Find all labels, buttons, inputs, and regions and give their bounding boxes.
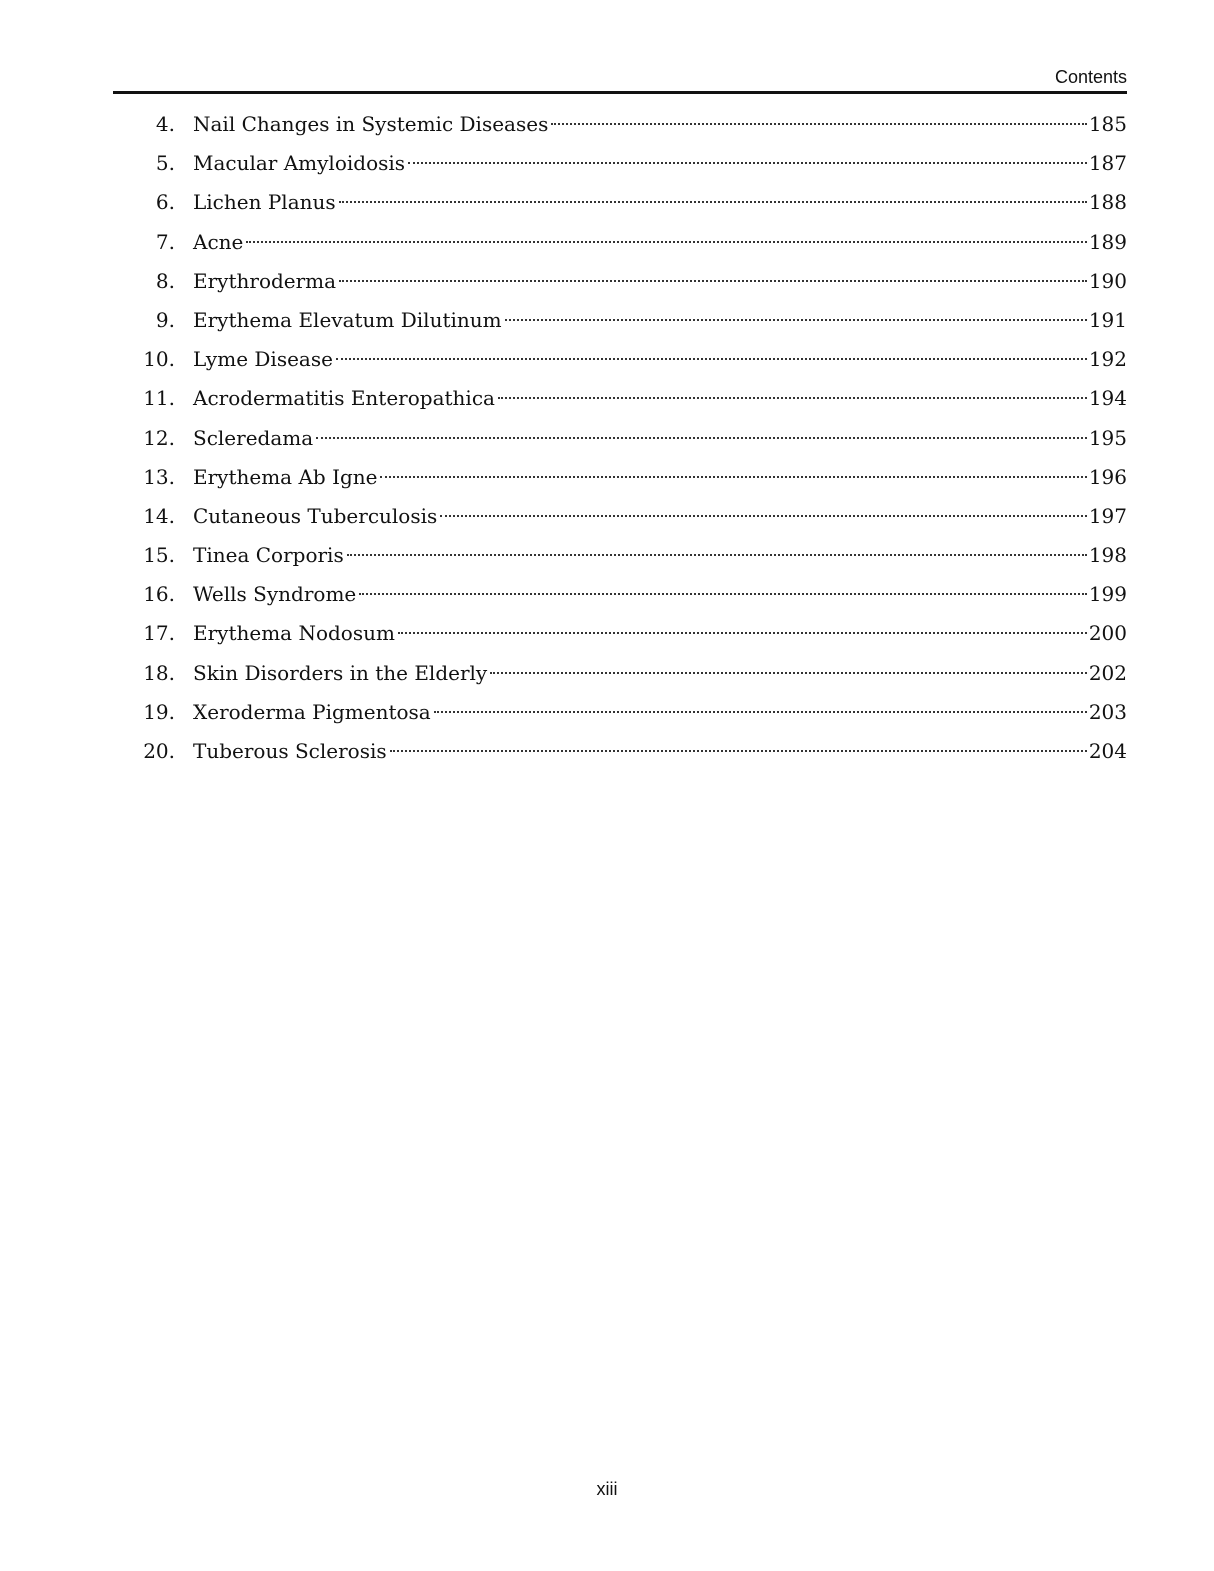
toc-entry-title: Lichen Planus [193,190,336,215]
dot-leader [498,397,1087,399]
toc-entry-title: Tinea Corporis [193,543,344,568]
dot-leader [390,750,1087,752]
dot-leader [440,515,1087,517]
toc-entry[interactable] [113,614,1127,653]
toc-entry[interactable] [113,497,1127,536]
page-number: xiii [596,1479,618,1499]
toc-entry-number: 6. [155,190,175,215]
toc-entry-title: Nail Changes in Systemic Diseases [193,112,549,136]
toc-entry[interactable] [113,223,1127,262]
toc-entry-number: 12. [143,425,175,450]
toc-entry-page: 191 [1088,307,1127,332]
toc-entry-title: Skin Disorders in the Elderly [193,660,488,685]
toc-entry[interactable] [113,340,1127,379]
dot-leader [339,280,1087,282]
toc-entry[interactable] [113,379,1127,418]
toc-entry-title: Acrodermatitis Enteropathica [193,386,495,411]
toc-entry[interactable] [113,419,1127,458]
toc-entry-number: 15. [143,543,175,568]
dot-leader [505,319,1087,321]
toc-entry[interactable] [113,693,1127,732]
toc-entry-page: 190 [1088,268,1127,293]
header-rule [113,91,1127,94]
toc-entry-number: 7. [155,229,175,254]
toc-entry-page: 203 [1088,699,1127,724]
dot-leader [398,632,1087,634]
toc-entry-page: 198 [1088,543,1127,568]
toc-entry-page: 185 [1088,112,1127,136]
toc-entry[interactable] [113,262,1127,301]
dot-leader [336,358,1087,360]
toc-entry-number: 16. [143,582,175,607]
toc-entry[interactable] [113,105,1127,144]
dot-leader [316,437,1087,439]
toc-entry-title: Erythema Elevatum Dilutinum [193,307,502,332]
toc-entry[interactable] [113,301,1127,340]
toc-entry-title: Cutaneous Tuberculosis [193,503,438,528]
dot-leader [339,201,1087,203]
toc-entry-number: 10. [143,347,175,372]
dot-leader [408,162,1087,164]
toc-entry[interactable] [113,144,1127,183]
toc-entry-number: 20. [143,739,175,763]
toc-entry-title: Lyme Disease [193,347,333,372]
toc-entry-title: Erythema Nodosum [193,621,395,646]
toc-entry-page: 189 [1088,229,1127,254]
toc-entry[interactable] [113,575,1127,614]
toc-entry[interactable] [113,536,1127,575]
dot-leader [434,711,1087,713]
toc-entry-number: 8. [155,268,175,293]
toc-entry[interactable] [113,732,1127,771]
toc-entry-page: 194 [1088,386,1127,411]
toc-entry-number: 17. [143,621,175,646]
toc-entry-title: Erythema Ab Igne [193,464,378,489]
toc-entry-title: Macular Amyloidosis [193,151,406,176]
toc-entry-number: 9. [155,307,175,332]
toc-entry-page: 187 [1088,151,1127,176]
toc-entry-title: Scleredama [193,425,314,450]
toc-entry-page: 200 [1088,621,1127,646]
toc-entry[interactable] [113,458,1127,497]
dot-leader [359,593,1087,595]
dot-leader [380,476,1086,478]
toc-entry-number: 14. [143,503,175,528]
toc-entry[interactable] [113,654,1127,693]
dot-leader [551,123,1086,125]
table-of-contents [113,105,1127,771]
dot-leader [347,554,1087,556]
toc-entry-number: 13. [143,464,175,489]
toc-entry[interactable] [113,183,1127,222]
toc-entry-title: Wells Syndrome [193,582,357,607]
toc-entry-page: 197 [1088,503,1127,528]
toc-entry-page: 204 [1088,739,1127,763]
toc-entry-page: 192 [1088,347,1127,372]
toc-entry-title: Erythroderma [193,268,337,293]
toc-entry-number: 4. [155,112,175,136]
running-header-title: Contents [1054,67,1127,87]
toc-entry-page: 199 [1088,582,1127,607]
toc-entry-page: 195 [1088,425,1127,450]
toc-entry-title: Tuberous Sclerosis [193,739,387,763]
toc-entry-number: 11. [143,386,175,411]
toc-entry-number: 18. [143,660,175,685]
toc-entry-page: 196 [1088,464,1127,489]
dot-leader [246,241,1086,243]
toc-entry-title: Acne [193,229,244,254]
dot-leader [490,672,1087,674]
toc-entry-number: 5. [155,151,175,176]
toc-entry-page: 188 [1088,190,1127,215]
toc-entry-number: 19. [143,699,175,724]
toc-entry-page: 202 [1088,660,1127,685]
toc-entry-title: Xeroderma Pigmentosa [193,699,431,724]
